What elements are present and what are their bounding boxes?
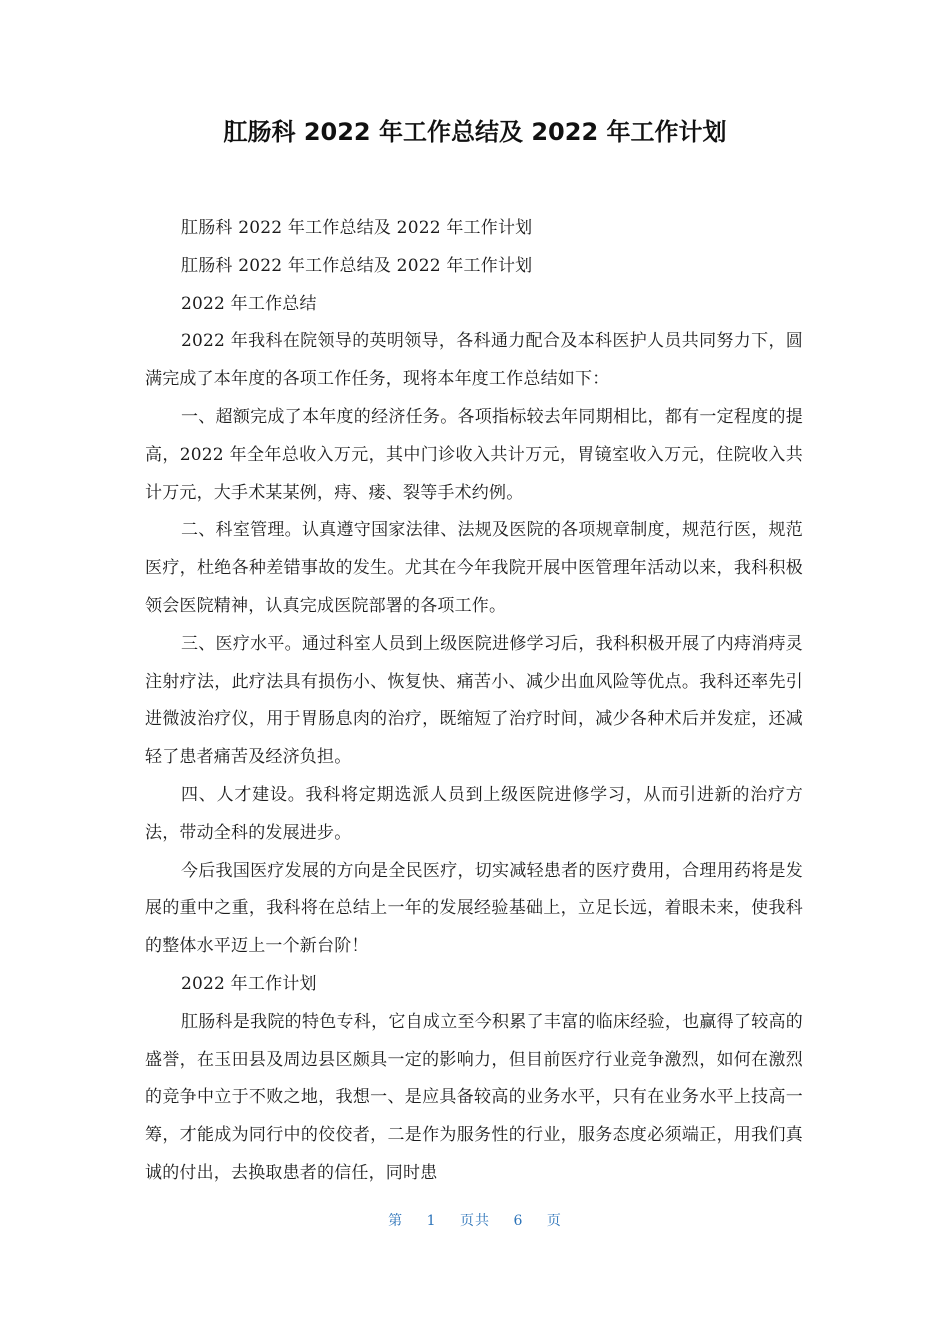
section-heading-summary: 2022 年工作总结 <box>181 293 317 314</box>
paragraph-department-management: 二、科室管理。认真遵守国家法律、法规及医院的各项规章制度，规范行医，规范医疗，杜绝各种差错事故的发生。尤其在今年我院开展中医管理年活动以来，我科积极领会医院精神，认真完成医院部署的各项工作。 <box>145 520 803 616</box>
page-footer <box>0 1210 950 1230</box>
footer-label-page: 第 <box>388 1213 404 1229</box>
paragraph-intro: 2022 年我科在院领导的英明领导，各科通力配合及本科医护人员共同努力下，圆满完成了本年度的各项工作任务，现将本年度工作总结如下： <box>145 331 803 390</box>
footer-total-pages: 6 <box>513 1213 524 1229</box>
paragraph-talent-building: 四、人才建设。我科将定期选派人员到上级医院进修学习，从而引进新的治疗方法，带动全科的发展进步。 <box>145 784 803 843</box>
paragraph-economic-task: 一、超额完成了本年度的经济任务。各项指标较去年同期相比，都有一定程度的提高，2022 年全年总收入万元，其中门诊收入共计万元，胃镜室收入万元，住院收入共计万元，大手术某某例，痔、瘘、裂等手术约例。 <box>145 406 803 503</box>
footer-label-end: 页 <box>546 1213 562 1229</box>
footer-current-page: 1 <box>426 1213 437 1229</box>
footer-label-of: 页共 <box>460 1213 490 1229</box>
section-heading-plan: 2022 年工作计划 <box>181 973 317 994</box>
paragraph-medical-level: 三、医疗水平。通过科室人员到上级医院进修学习后，我科积极开展了内痔消痔灵注射疗法，此疗法具有损伤小、恢复快、痛苦小、减少出血风险等优点。我科还率先引进微波治疗仪，用于胃肠息肉的治疗，既缩短了治疗时间，减少各种术后并发症，还减轻了患者痛苦及经济负担。 <box>145 633 803 768</box>
paragraph-heading-repeat-2: 肛肠科 2022 年工作总结及 2022 年工作计划 <box>181 255 533 276</box>
paragraph-heading-repeat-1: 肛肠科 2022 年工作总结及 2022 年工作计划 <box>181 218 533 238</box>
document-title: 肛肠科 2022 年工作总结及 2022 年工作计划 <box>223 118 727 146</box>
paragraph-future-direction: 今后我国医疗发展的方向是全民医疗，切实减轻患者的医疗费用，合理用药将是发展的重中之重，我科将在总结上一年的发展经验基础上，立足长远，着眼未来，使我科的整体水平迈上一个新台阶！ <box>145 860 803 957</box>
document-body <box>145 210 803 1193</box>
paragraph-plan-intro: 肛肠科是我院的特色专科，它自成立至今积累了丰富的临床经验，也赢得了较高的盛誉，在玉田县及周边县区颇具一定的影响力，但目前医疗行业竞争激烈，如何在激烈的竞争中立于不败之地，我想一、是应具备较高的业务水平，只有在业务水平上技高一筹，才能成为同行中的佼佼者，二是作为服务性的行业，服务态度必须端正，用我们真诚的付出，去换取患者的信任，同时患 <box>145 1011 803 1183</box>
